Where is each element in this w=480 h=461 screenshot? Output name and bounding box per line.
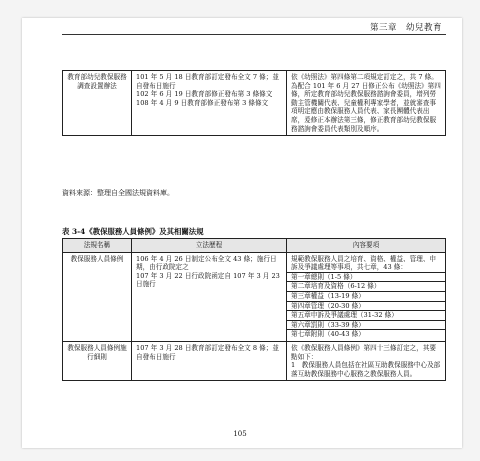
history-line: 101 年 5 月 18 日教育部訂定發布全文 7 條；並自發布日施行: [136, 73, 279, 90]
chapter-item: 第一章總則（1-5 條）: [287, 272, 445, 282]
history-line: 106 年 4 月 26 日制定公布全文 43 條；施行日期，由行政院定之: [136, 254, 277, 272]
source-note: 資料來源：整理自全國法規資料庫。: [62, 189, 174, 197]
history-line: 102 年 6 月 19 日教育部修正發布第 3 條條文: [136, 90, 273, 99]
header-rule: [62, 34, 446, 35]
column-header: 法規名稱: [63, 239, 132, 253]
history-line: 107 年 3 月 28 日教育部訂定發布全文 8 條；並自發布日施行: [136, 343, 279, 361]
teacher-regulation-table: [62, 238, 446, 381]
content-line: 依《教保服務人員條例》第四十三條訂定之，其要點如下：: [291, 343, 437, 361]
table-caption: 表 3-4《教保服務人員條例》及其相關法規: [62, 227, 204, 236]
regulation-name-cell: [63, 341, 132, 380]
chapter-header: 第三章 幼兒教育: [369, 23, 442, 33]
table-row: [63, 252, 446, 341]
regulation-table-continued: [62, 70, 446, 136]
table-header-row: [63, 239, 446, 253]
content-line: 為配合 101 年 6 月 27 日修正公布《幼照法》第四條，所定教育部幼兒教保服務諮詢會委員，增列勞動主管機關代表、兒童權利專家學者，並就審查事項明定應由教保服務人員代表、家長團體代表出席，爰修正本辦法第三條，修正教育部幼兒教保服務諮詢會委員代表類別及順序。: [291, 81, 441, 133]
table-row: [63, 71, 446, 136]
content-line: 1 教保服務人員包括在社區互助教保服務中心及部落互助教保服務中心服務之教保服務人員。: [291, 361, 441, 378]
content-summary-cell: [287, 341, 446, 380]
regulation-name: 教保服務人員條例: [70, 254, 124, 263]
content-summary-cell: [287, 71, 446, 136]
content-line: 依《幼照法》第四條第二項規定訂定之，共 7 條。: [291, 73, 438, 81]
chapter-item: 第二章培育及資格（6-12 條）: [287, 281, 445, 291]
legislative-history-cell: [132, 71, 287, 136]
column-header: 內容要項: [287, 239, 446, 253]
chapter-item: 第七章附則（40-43 條）: [287, 329, 445, 339]
history-line: 108 年 4 月 9 日教育部修正發布第 3 條條文: [136, 98, 269, 107]
chapter-item: 第四章管理（20-30 條）: [287, 301, 445, 311]
regulation-name: 教育部幼兒教保服務調查設置辦法: [67, 73, 127, 90]
content-intro: 規範教保服務人員之培育、資格、權益、管理、申訴及爭議處理等事項，共七章，43 條：: [291, 254, 437, 272]
page-number: 105: [233, 430, 247, 438]
content-summary-cell: [287, 252, 446, 341]
legislative-history-cell: [132, 341, 287, 380]
column-header: 立法歷程: [132, 239, 287, 253]
legislative-history-cell: [132, 252, 287, 341]
regulation-name: 教保服務人員條例施行細則: [67, 343, 127, 361]
table-row: [63, 341, 446, 380]
chapter-item: 第五章申訴及爭議處理（31-32 條）: [287, 310, 445, 320]
chapter-item: 第六章罰則（33-39 條）: [287, 320, 445, 330]
regulation-name-cell: [63, 252, 132, 341]
history-line: 107 年 3 月 22 日行政院函定自 107 年 3 月 23 日施行: [136, 271, 280, 289]
regulation-name-cell: [63, 71, 132, 136]
chapter-item: 第三章權益（13-19 條）: [287, 291, 445, 301]
